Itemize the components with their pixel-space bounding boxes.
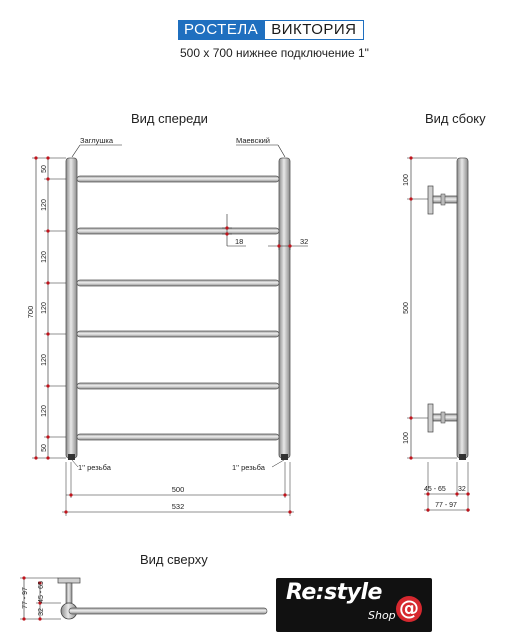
- top-view-title: Вид сверху: [140, 552, 208, 567]
- top-wall-plate: [58, 578, 80, 583]
- rung-3: [77, 280, 279, 286]
- product-subtitle: 500 x 700 нижнее подключение 1": [180, 46, 369, 60]
- logo-sub: Shop: [368, 609, 396, 622]
- vdim-3: 120: [41, 251, 48, 263]
- upper-wall-bracket: [428, 186, 433, 214]
- rung-4: [77, 331, 279, 337]
- width-inner-dim: 500: [171, 485, 185, 494]
- restyle-shop-logo: [276, 578, 432, 632]
- side-dim-mount: 45 - 65: [424, 486, 446, 493]
- vdim-2: 120: [41, 199, 48, 211]
- thread-right-label: 1'' резьба: [232, 463, 265, 472]
- top-rung: [69, 608, 267, 614]
- side-riser-pipe: [457, 158, 468, 458]
- vdim-4: 120: [41, 302, 48, 314]
- side-dim-top: 100: [403, 174, 410, 186]
- logo-name: Re:style: [286, 580, 382, 605]
- left-connector: [68, 454, 75, 460]
- vdim-1: 50: [41, 165, 48, 173]
- right-riser-pipe: [279, 158, 290, 458]
- top-dim-outer: 77 - 97: [22, 587, 29, 609]
- vent-label: Маевский: [236, 136, 270, 145]
- front-view-title: Вид спереди: [131, 111, 208, 126]
- side-dim-pipe: 32: [458, 486, 466, 493]
- vdim-5: 120: [41, 354, 48, 366]
- vdim-7: 50: [41, 444, 48, 452]
- right-connector: [281, 454, 288, 460]
- logo-at-icon: @: [396, 596, 422, 622]
- rung-1: [77, 176, 279, 182]
- top-dim-mount: 45 - 65: [38, 581, 45, 603]
- thread-left-label: 1'' резьба: [78, 463, 111, 472]
- side-view: [403, 156, 470, 512]
- side-dim-middle: 500: [403, 302, 410, 314]
- height-total-dim: 700: [26, 305, 35, 319]
- rung-2: [77, 228, 279, 234]
- plug-label: Заглушка: [80, 136, 114, 145]
- side-dim-bottom: 100: [403, 432, 410, 444]
- bar-diameter-dim: 18: [235, 237, 244, 246]
- side-view-title: Вид сбоку: [425, 111, 486, 126]
- top-dim-inner: 32: [38, 608, 45, 616]
- top-view: [20, 576, 267, 620]
- rung-5: [77, 383, 279, 389]
- width-outer-dim: 532: [171, 502, 185, 511]
- left-riser-pipe: [66, 158, 77, 458]
- model-name: ВИКТОРИЯ: [264, 20, 363, 40]
- pipe-width-dim: 32: [300, 237, 309, 246]
- lower-wall-bracket: [428, 404, 433, 432]
- rung-6: [77, 434, 279, 440]
- side-dim-depth: 77 - 97: [435, 502, 457, 509]
- vdim-6: 120: [41, 405, 48, 417]
- front-view: [26, 136, 308, 516]
- brand-name: РОСТЕЛА: [178, 20, 264, 40]
